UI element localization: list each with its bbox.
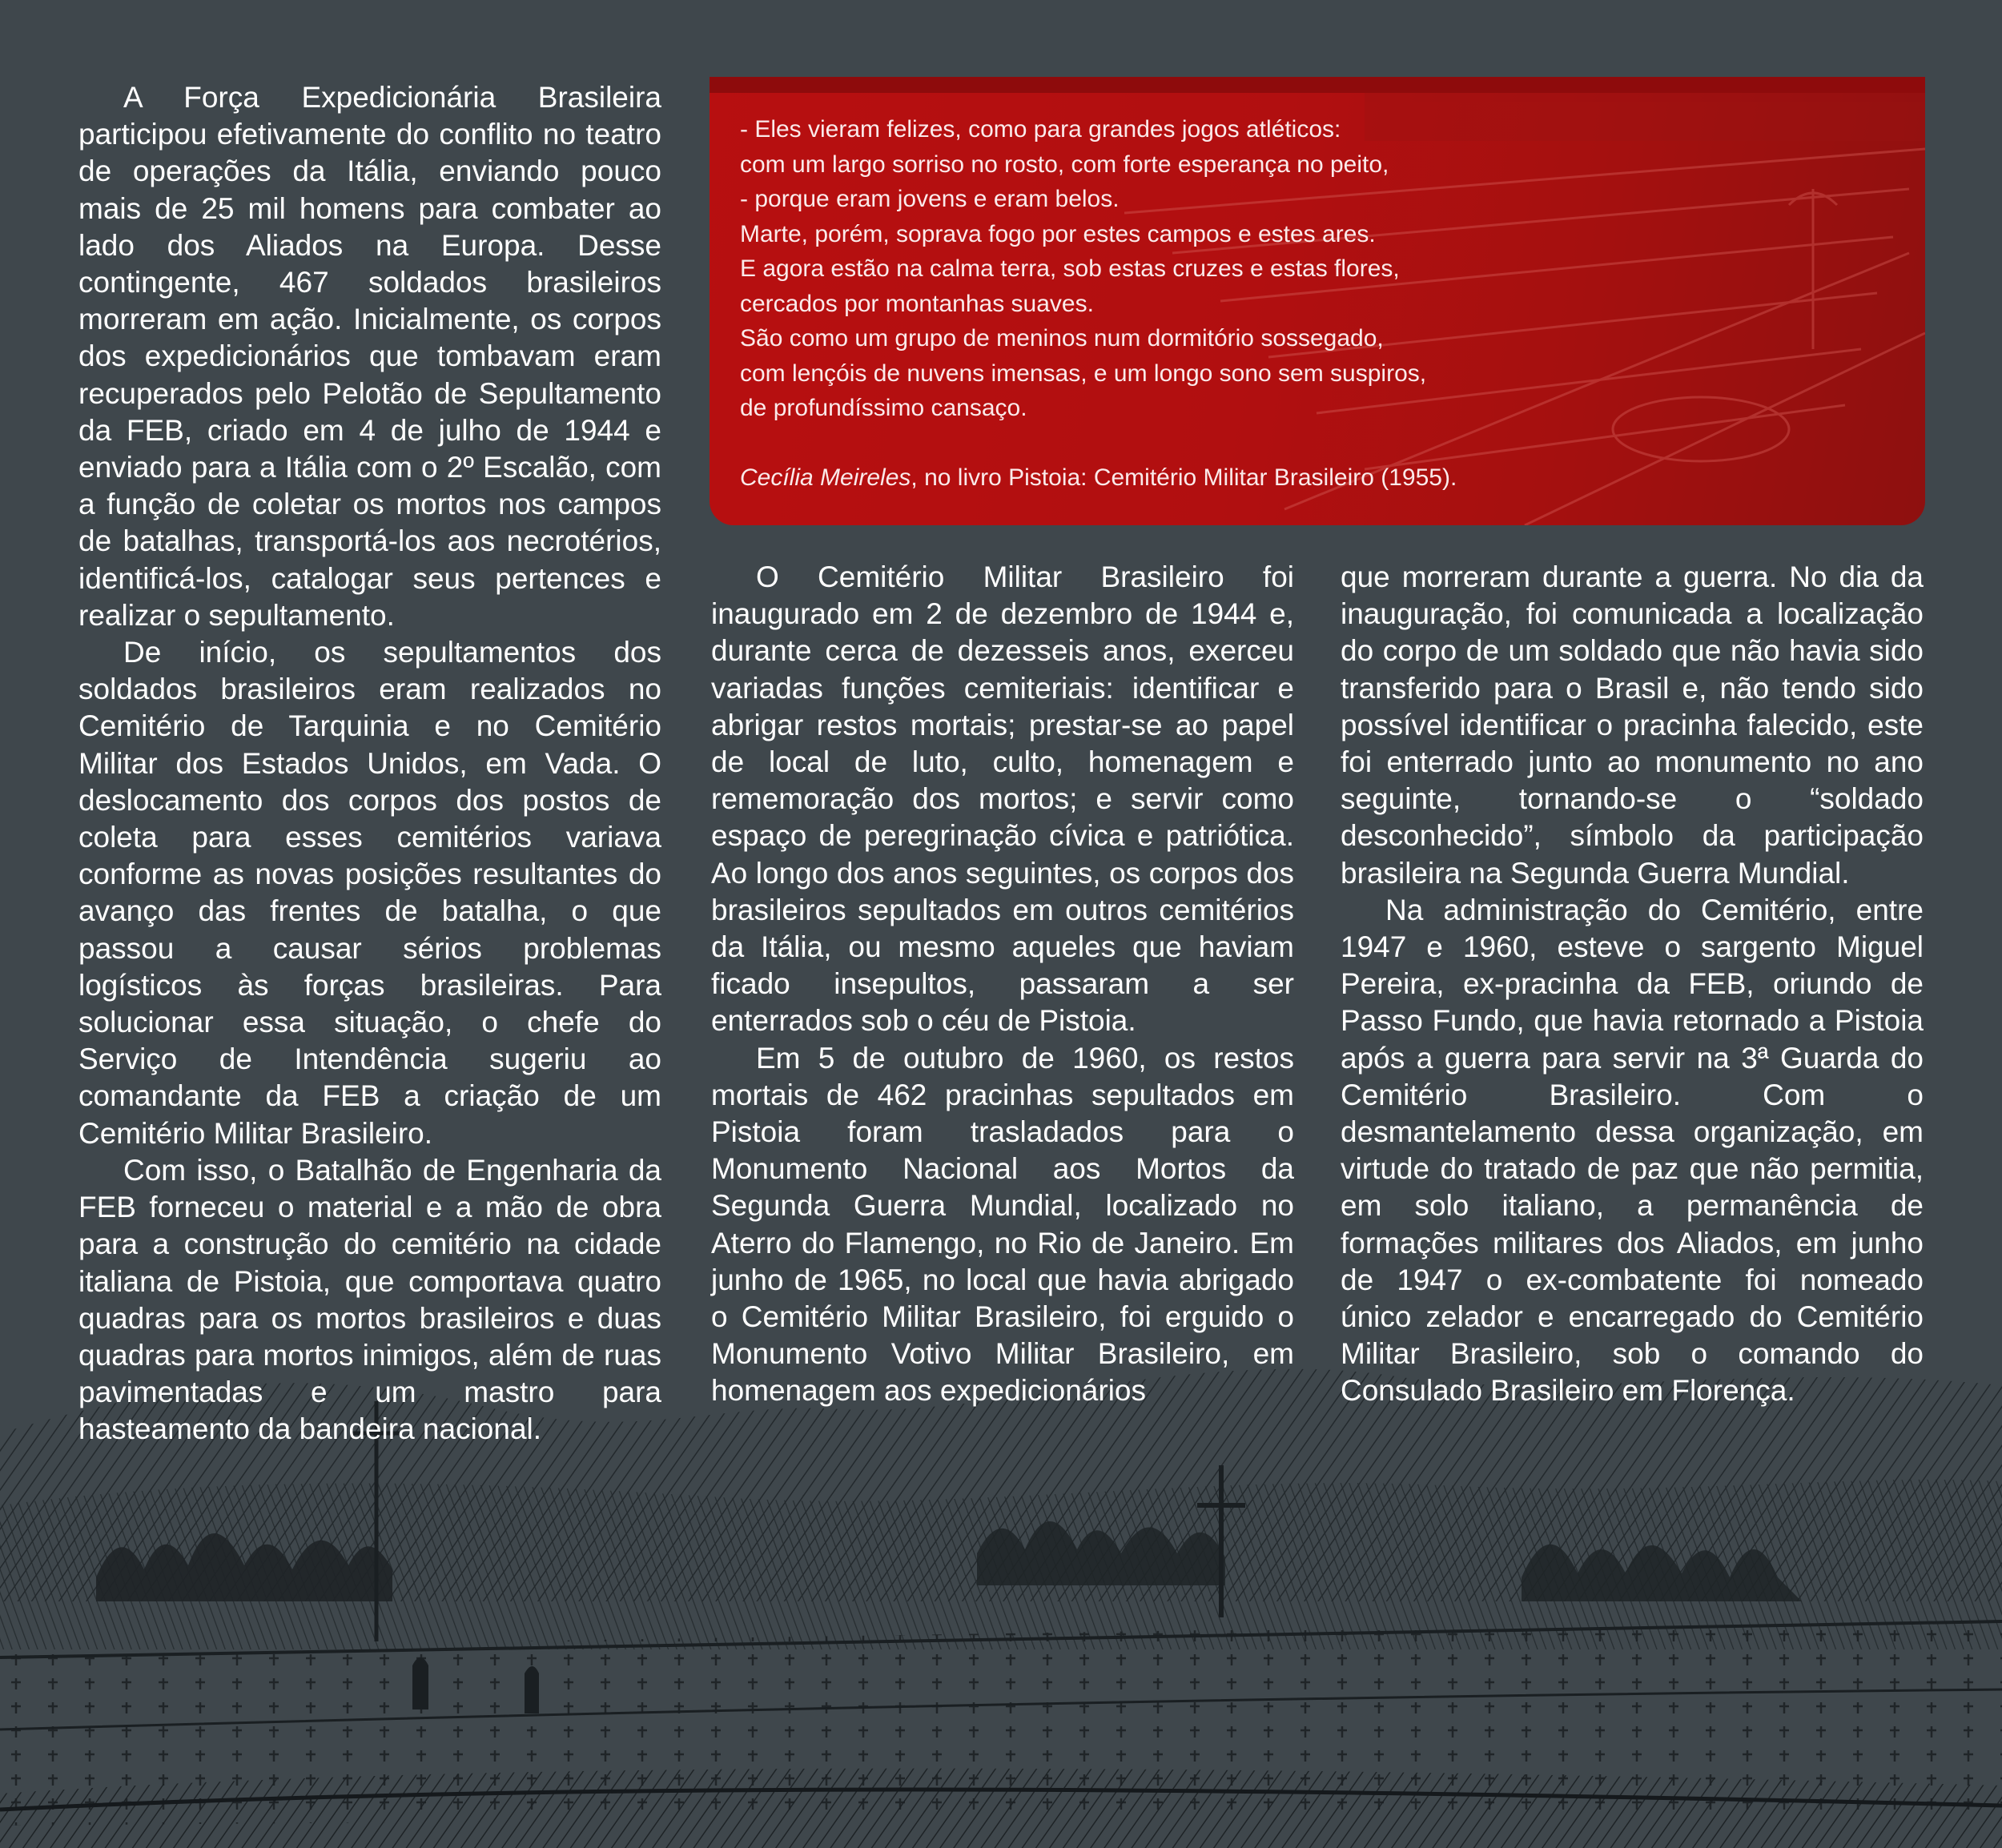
paragraph: O Cemitério Militar Brasileiro foi inaugurado em 2 de dezembro de 1944 e, durante cerca de dezesseis anos, exerceu variadas funções cemiteriais: identificar e abrigar restos mortais; prestar-se ao papel de local de luto, culto, homenagem e rememoração dos mortos; e servir como espaço de peregrinação cívica e patriótica. Ao longo dos anos seguintes, os corpos dos brasileiros sepultados em outros cemitérios da Itália, ou mesmo aqueles que haviam ficado insepultos, passaram a ser enterrados sob o céu de Pistoia.: [711, 560, 1294, 1038]
quote-box: [710, 77, 1925, 525]
quote-line: com um largo sorriso no rosto, com forte esperança no peito,: [740, 151, 1389, 178]
paragraph: A Força Expedicionária Brasileira participou efetivamente do conflito no teatro de operações da Itália, enviando pouco mais de 25 mil homens para combater ao lado dos Aliados na Europa. Desse contingente, 467 soldados brasileiros morreram em ação. Inicialmente, os corpos dos expedicionários que tombavam eram recuperados pelo Pelotão de Sepultamento da FEB, criado em 4 de julho de 1944 e enviado para a Itália com o 2º Escalão, com a função de coletar os mortos nos campos de batalhas, transportá-los aos necrotérios, identificá-los, catalogar seus pertences e realizar o sepultamento.: [78, 81, 661, 632]
quote-line: cercados por montanhas suaves.: [740, 290, 1094, 317]
quote-top-band: [710, 77, 1925, 93]
paragraph: Na administração do Cemitério, entre 1947 e 1960, esteve o sargento Miguel Pereira, ex-pracinha da FEB, oriundo de Passo Fundo, que havia retornado a Pistoia após a guerra para servir na 3ª Guarda do Cemitério Brasileiro. Com o desmantelamento dessa organização, em virtude do tratado de paz que não permitia, em solo italiano, a permanência de formações militares dos Aliados, em junho de 1947 o ex-combatente foi nomeado único zelador e encarregado do Cemitério Militar Brasileiro, sob o comando do Consulado Brasileiro em Florença.: [1341, 893, 1924, 1408]
quote-line: Marte, porém, soprava fogo por estes campos e estes ares.: [740, 220, 1376, 247]
text-column-3: [1341, 559, 1924, 1410]
paragraph: De início, os sepultamentos dos soldados brasileiros eram realizados no Cemitério de Tarquinia e no Cemitério Militar dos Estados Unidos, em Vada. O deslocamento dos corpos dos postos de coleta para esses cemitérios variava conforme as novas posições resultantes do avanço das frentes de batalha, o que passou a causar sérios problemas logísticos às forças brasileiras. Para solucionar essa situação, o chefe do Serviço de Intendência sugeriu ao comandante da FEB a criação de um Cemitério Militar Brasileiro.: [78, 636, 661, 1150]
quote-text: [740, 112, 1893, 495]
text-column-1: [78, 79, 661, 1448]
quote-line: com lençóis de nuvens imensas, e um longo sono sem suspiros,: [740, 360, 1427, 387]
quote-line: E agora estão na calma terra, sob estas cruzes e estas flores,: [740, 255, 1400, 282]
paragraph: Em 5 de outubro de 1960, os restos mortais de 462 pracinhas sepultados em Pistoia foram trasladados para o Monumento Nacional aos Mortos da Segunda Guerra Mundial, localizado no Aterro do Flamengo, no Rio de Janeiro. Em junho de 1965, no local que havia abrigado o Cemitério Militar Brasileiro, foi erguido o Monumento Votivo Militar Brasileiro, em homenagem aos expedicionários: [711, 1041, 1294, 1408]
quote-citation: [740, 460, 1893, 496]
citation-author: Cecília Meireles: [740, 464, 911, 491]
paragraph: que morreram durante a guerra. No dia da inauguração, foi comunicada a localização do corpo de um soldado que não havia sido transferido para o Brasil e, não tendo sido possível identificar o pracinha falecido, este foi enterrado junto ao monumento no ano seguinte, tornando-se o “soldado desconhecido”, símbolo da participação brasileira na Segunda Guerra Mundial.: [1341, 560, 1924, 890]
paragraph: Com isso, o Batalhão de Engenharia da FEB forneceu o material e a mão de obra para a construção do cemitério na cidade italiana de Pistoia, que comportava quatro quadras para os mortos brasileiros e duas quadras para mortos inimigos, além de ruas pavimentadas e um mastro para hasteamento da bandeira nacional.: [78, 1153, 661, 1446]
text-column-2: [711, 559, 1294, 1410]
quote-line: de profundíssimo cansaço.: [740, 395, 1027, 421]
citation-source: , no livro Pistoia: Cemitério Militar Brasileiro (1955).: [911, 464, 1457, 491]
quote-line: São como um grupo de meninos num dormitório sossegado,: [740, 325, 1384, 352]
quote-line: - porque eram jovens e eram belos.: [740, 186, 1120, 212]
quote-line: - Eles vieram felizes, como para grandes jogos atléticos:: [740, 116, 1341, 143]
